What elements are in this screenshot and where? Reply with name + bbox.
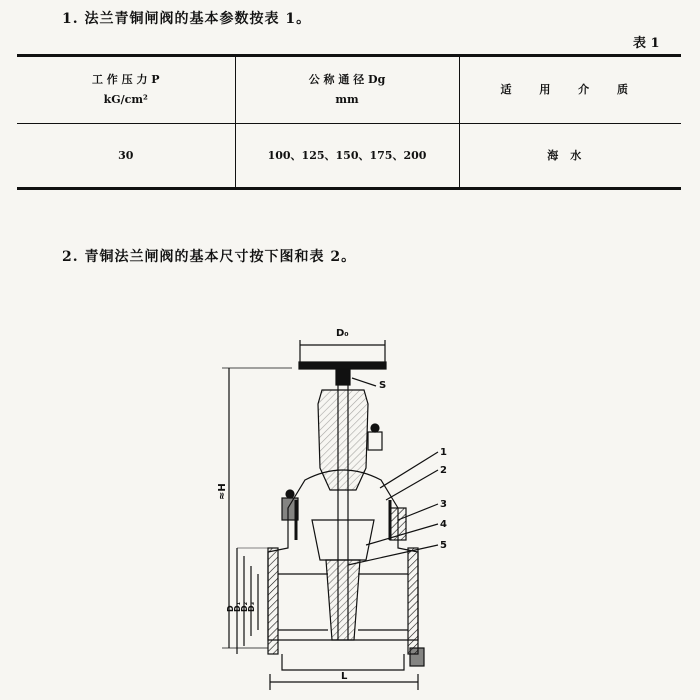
- part-number-3: 3: [440, 499, 447, 510]
- header-pressure: 工 作 压 力 P kG/cm²: [17, 56, 235, 124]
- diameter-label-d: D: [226, 605, 235, 612]
- diameter-label-d3: D₃: [247, 601, 256, 612]
- h-label: ≈H: [217, 483, 228, 500]
- l-label: L: [341, 671, 348, 682]
- cell-diameters: 100、125、150、175、200: [235, 124, 459, 189]
- s-label: S: [379, 380, 387, 391]
- header-medium: 适 用 介 质: [459, 56, 681, 124]
- d0-label: D₀: [336, 328, 349, 339]
- diameter-label-d2: D₂: [240, 601, 249, 612]
- table-1-tag: 表 1: [633, 36, 660, 51]
- section-2-heading: 2. 青铜法兰闸阀的基本尺寸按下图和表 2。: [62, 249, 357, 265]
- part-number-4: 4: [440, 519, 447, 530]
- cell-medium: 海水: [459, 124, 681, 189]
- part-number-5: 5: [440, 540, 447, 551]
- part-number-1: 1: [440, 447, 447, 458]
- diameter-label-d1: D₁: [233, 601, 242, 612]
- section-1-heading: 1. 法兰青铜闸阀的基本参数按表 1。: [62, 11, 312, 27]
- part-number-2: 2: [440, 465, 447, 476]
- header-diameter: 公 称 通 径 Dg mm: [235, 56, 459, 124]
- cell-pressure: 30: [17, 124, 235, 189]
